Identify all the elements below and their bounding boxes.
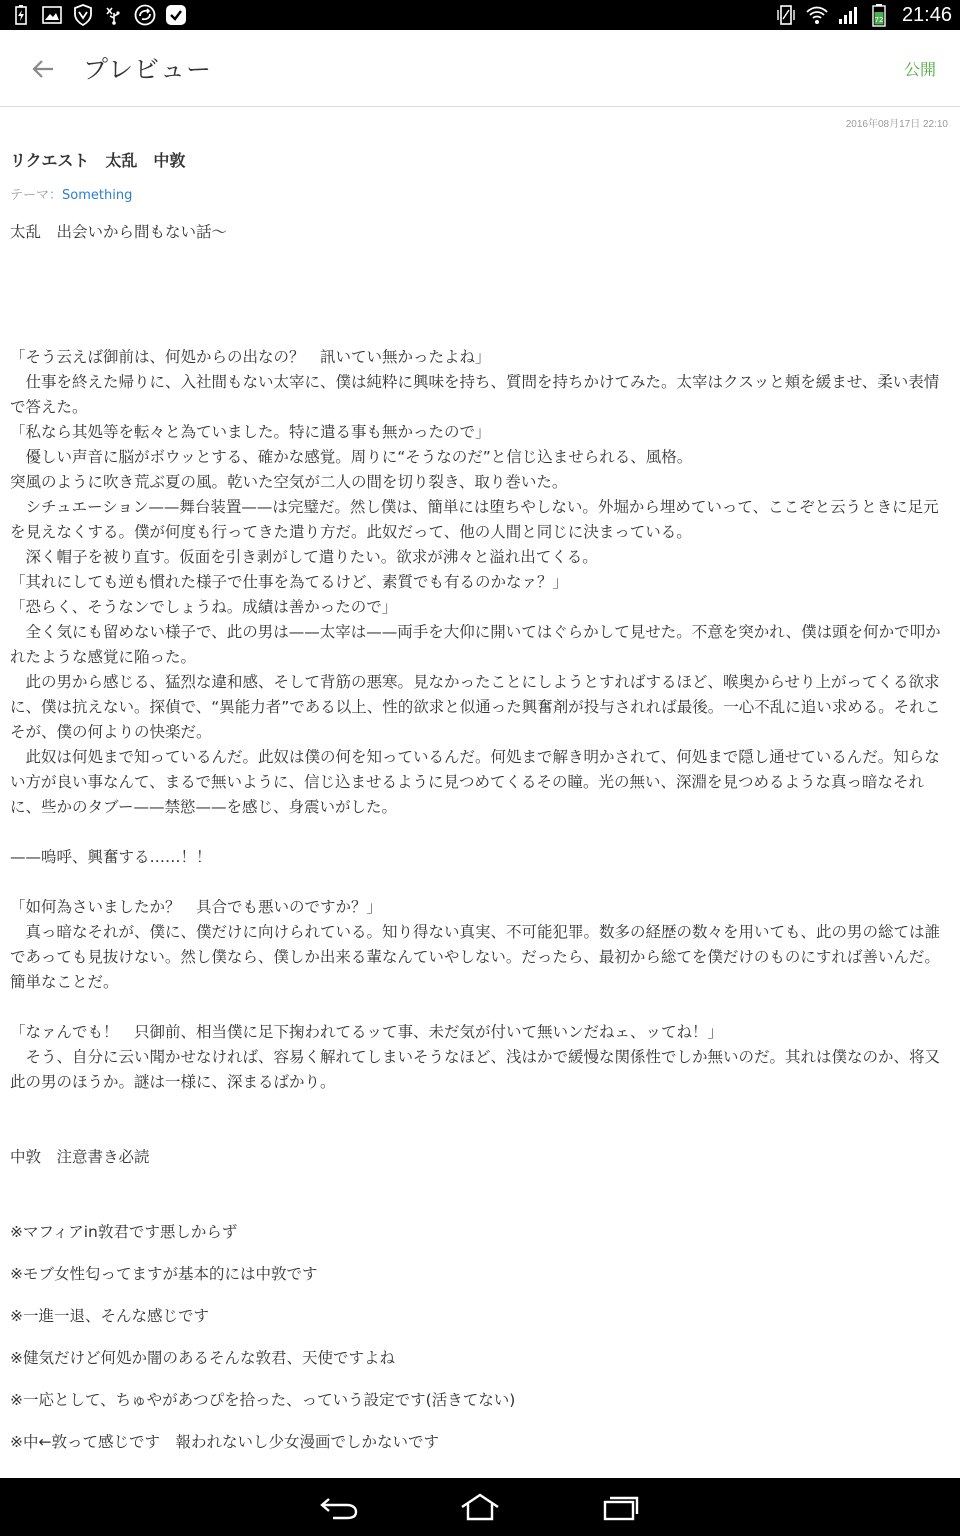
home-nav-icon (459, 1493, 501, 1521)
note-item: ※マフィアin敦君です悪しからず (10, 1223, 238, 1241)
post-timestamp: 2016年08月17日 22:10 (845, 119, 948, 130)
paragraph: 「そう云えば御前は、何処からの出なの？ 訊いてい無かったよね」 (10, 348, 491, 366)
back-button[interactable] (22, 48, 64, 90)
exclaim-line: ——嗚呼、興奮する……！！ (10, 848, 212, 866)
paragraph: 優しい声音に脳がボウッとする、確かな感覚。周りに“そうなのだ”と信じ込ませられる、風格。 (10, 448, 693, 466)
usb-icon (101, 3, 126, 27)
post-preview (0, 108, 960, 1466)
paragraph: 此奴は何処まで知っているんだ。此奴は僕の何を知っているんだ。何処まで解き明かされて、何処まで隠し通せているんだ。知らない方が良い事なんて、まるで無いように、信じ込ませるように見つめてくるその瞳。光の無い、深淵を見つめるような真っ暗なそれに、些かのタブー——禁慾——を感じ、身震いがした。 (10, 748, 940, 816)
signal-icon (836, 3, 861, 27)
note-item: ※一応として、ちゅやがあつぴを拾った、っていう設定です(活きてない) (10, 1391, 516, 1409)
paragraph: 此の男から感じる、猛烈な違和感、そして背筋の悪寒。見なかったことにしようとすればするほど、喉奥からせり上がってくる欲求に、僕は抗えない。探偵で、“異能力者”である以上、性的欲求と似通った興奮剤が投与されれば最後。一心不乱に追い求める。それこそが、僕の何よりの快楽だ。 (10, 673, 941, 741)
paragraph: 深く帽子を被り直す。仮面を引き剥がして遣りたい。欲求が沸々と溢れ出てくる。 (10, 548, 598, 566)
paragraph: 仕事を終えた帰りに、入社間もない太宰に、僕は純粋に興味を持ち、質問を持ちかけてみた。太宰はクスッと頬を緩ませ、柔い表情で答えた。 (10, 373, 940, 416)
recent-apps-icon (602, 1493, 640, 1521)
theme-link[interactable]: Something (62, 188, 133, 203)
publish-button[interactable]: 公開 (903, 60, 936, 79)
vibrate-icon (774, 3, 799, 27)
battery-icon (867, 3, 892, 27)
paragraph: シチュエーション——舞台装置——は完璧だ。然し僕は、簡単には堕ちやしない。外堀から埋めていって、ここぞと云うときに足元を見えなくする。僕が何度も行ってきた遣り方だ。此奴だって、他の人間と同じに決まっている。 (10, 498, 939, 541)
paragraph: 真っ暗なそれが、僕に、僕だけに向けられている。知り得ない真実、不可能犯罪。数多の経歴の数々を用いても、此の男の総ては誰であっても見抜けない。然し僕なら、僕しか出来る輩なんていやしない。だったら、最初から総てを僕だけのものにすれば善いんだ。簡単なことだ。 (10, 923, 941, 991)
paragraph: 「恐らく、そうなンでしょうね。成績は善かったので」 (10, 598, 398, 616)
intro-line: 太乱 出会いから間もない話〜 (10, 223, 228, 241)
paragraph: 「なァんでも！ 只御前、相当僕に足下掬われてるッて事、未だ気が付いて無いンだねェ、ッてね！」 (10, 1023, 724, 1041)
section-title: 中敦 注意書き必読 (10, 1148, 150, 1166)
sync-icon (132, 3, 157, 27)
status-bar (0, 0, 960, 30)
shield-icon (70, 3, 95, 27)
battery-charging-icon (8, 3, 33, 27)
note-item: ※一進一退、そんな感じです (10, 1307, 209, 1325)
theme-line (10, 184, 132, 203)
post-title: リクエスト 太乱 中敦 (10, 151, 186, 170)
paragraph: 全く気にも留めない様子で、此の男は——太宰は——両手を大仰に開いてはぐらかして見せた。不意を突かれ、僕は頭を何かで叩かれたような感覚に陥った。 (10, 623, 941, 666)
note-item: ※モブ女性匂ってますが基本的には中敦です (10, 1265, 318, 1283)
note-item: ※健気だけど何処か闇のあるそんな敦君、天使ですよね (10, 1349, 395, 1367)
app-bar (0, 30, 960, 107)
paragraph: 「如何為さいましたか？ 具合でも悪いのですか？」 (10, 898, 383, 916)
arrow-back-icon (32, 59, 54, 79)
navigation-bar (0, 1478, 960, 1536)
clock: 21:46 (901, 3, 952, 26)
paragraph: 「私なら其処等を転々と為ていました。特に遣る事も無かったので」 (10, 423, 491, 441)
recent-apps-button[interactable] (593, 1487, 649, 1527)
page-title: プレビュー (83, 55, 213, 84)
image-icon (39, 3, 64, 27)
wifi-icon (805, 3, 830, 27)
paragraph: 「其れにしても逆も慣れた様子で仕事を為てるけど、素質でも有るのかなァ？」 (10, 573, 569, 591)
back-nav-button[interactable] (311, 1487, 367, 1527)
paragraph: 突風のように吹き荒ぶ夏の風。乾いた空気が二人の間を切り裂き、取り巻いた。 (10, 473, 568, 491)
battery-level: 72 (874, 16, 884, 24)
theme-label: テーマ： (10, 188, 63, 203)
home-nav-button[interactable] (452, 1487, 508, 1527)
back-nav-icon (319, 1494, 359, 1520)
post-body (10, 220, 954, 1466)
paragraph: そう、自分に云い聞かせなければ、容易く解れてしまいそうなほど、浅はかで緩慢な関係性でしか無いのだ。其れは僕なのか、将又此の男のほうか。謎は一様に、深まるばかり。 (10, 1048, 941, 1091)
check-icon (163, 3, 188, 27)
note-item: ※中←敦って感じです 報われないし少女漫画でしかないです (10, 1433, 439, 1451)
